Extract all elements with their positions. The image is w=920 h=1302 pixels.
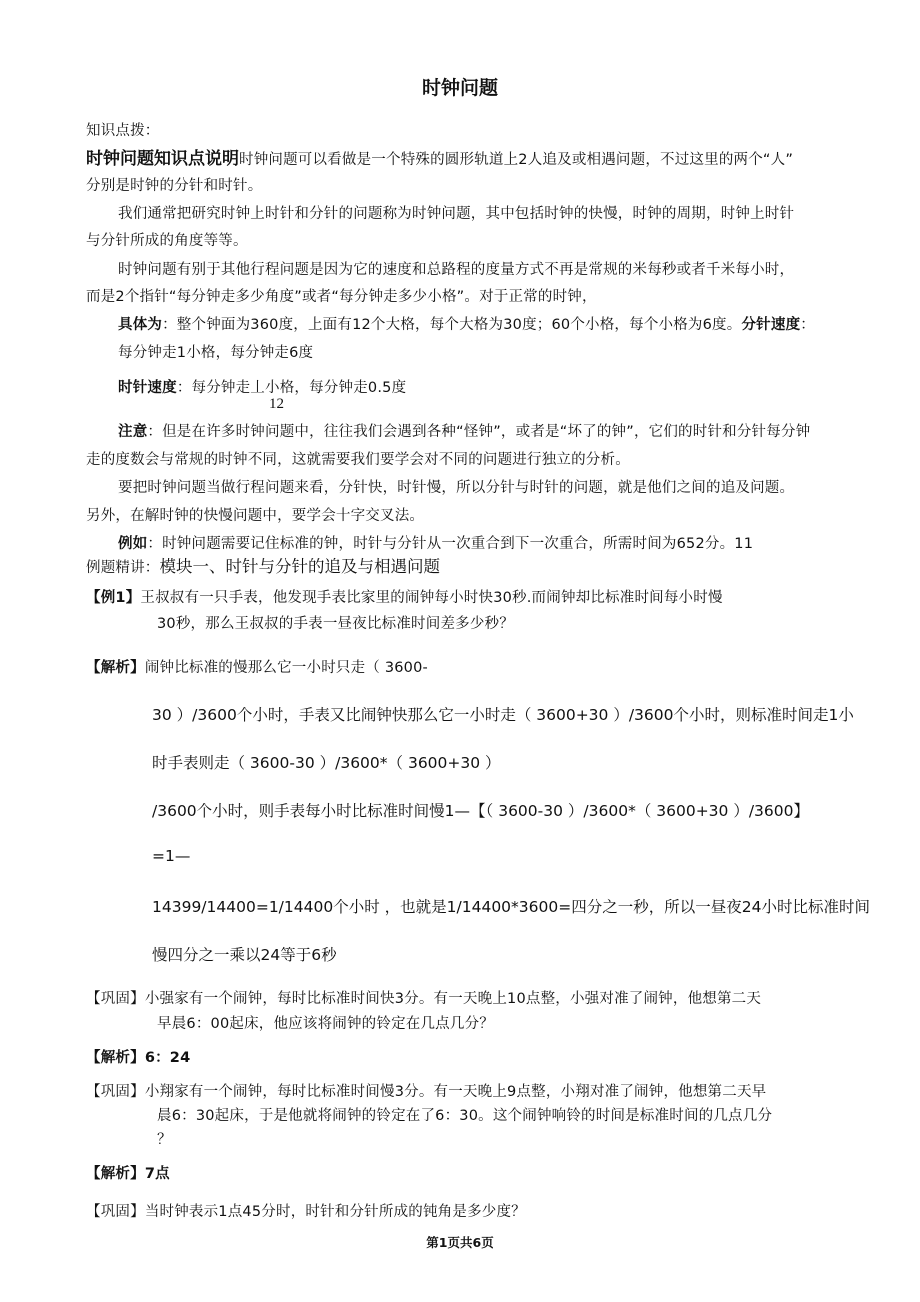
specific-line	[118, 313, 815, 334]
para3-line1: 时钟问题有别于其他行程问题是因为它的速度和总路程的度量方式不再是常规的米每秒或者千米每小时，	[118, 262, 795, 278]
practice1-line2: 早晨6：00起床，他应该将闹钟的铃定在几点几分？	[157, 1016, 494, 1032]
solution1-line3: 时手表则走（ 3600-30 ）/3600*（ 3600+30 ）	[152, 754, 501, 772]
para2-line1: 我们通常把研究时钟上时针和分针的问题称为时钟问题，其中包括时钟的快慢，时钟的周期，时钟上时针	[118, 206, 795, 222]
intro-heading: 时钟问题知识点说明	[86, 149, 239, 169]
specific-label: 具体为	[118, 317, 163, 333]
practice3-text: 当时钟表示1点45分时，时针和分针所成的钝角是多少度？	[144, 1204, 526, 1220]
practice3-line1	[86, 1200, 526, 1221]
practice2-line1	[86, 1080, 766, 1101]
hour-speed-line	[118, 376, 406, 397]
hour-speed-denominator: 12	[269, 396, 284, 412]
solution1-line2: 30 ）/3600个小时，手表又比闹钟快那么它一小时走（ 3600+30 ）/3600个小时，则标准时间走1小	[152, 706, 854, 724]
intro-line2: 分别是时钟的分针和时针。	[86, 178, 263, 194]
intro-text: 时钟问题可以看做是一个特殊的圆形轨道上2人追及或相遇问题，不过这里的两个“人”	[239, 152, 794, 168]
specific-text: ：整个钟面为360度，上面有12个大格，每个大格为30度；60个小格，每个小格为6度。	[162, 317, 742, 333]
answer2-value: 7点	[144, 1166, 170, 1182]
answer1-value: 6：24	[144, 1050, 191, 1066]
section-heading	[86, 553, 440, 577]
example1-text: 王叔叔有一只手表，他发现手表比家里的闹钟每小时快30秒.而闹钟却比标准时间每小时慢	[140, 590, 723, 606]
answer2-line	[86, 1162, 170, 1183]
practice1-tag: 【巩固】	[86, 991, 145, 1007]
solution1-line1	[86, 656, 428, 677]
practice2-text: 小翔家有一个闹钟，每时比标准时间慢3分。有一天晚上9点整，小翔对准了闹钟，他想第二天早	[144, 1084, 767, 1100]
para2-line2: 与分针所成的角度等等。	[86, 233, 248, 249]
practice1-text: 小强家有一个闹钟，每时比标准时间快3分。有一天晚上10点整，小强对准了闹钟，他想第二天	[144, 991, 762, 1007]
example1-tag: 【例1】	[86, 590, 141, 606]
answer1-tag: 【解析】	[86, 1050, 145, 1066]
note-line2: 走的度数会与常规的时钟不同，这就需要我们要学会对不同的问题进行独立的分析。	[86, 452, 630, 468]
note-label: 注意	[118, 424, 148, 440]
answer2-tag: 【解析】	[86, 1166, 145, 1182]
example-note-label: 例如	[118, 536, 148, 552]
example-note-text: ：时钟问题需要记住标准的钟，时针与分针从一次重合到下一次重合，所需时间为652分。11	[147, 536, 754, 552]
practice2-line2: 晨6：30起床，于是他就将闹钟的铃定在了6：30。这个闹钟响铃的时间是标准时间的几点几分	[157, 1108, 773, 1124]
hour-speed-text: ：每分钟走丄小格，每分钟走0.5度	[176, 380, 407, 396]
note-line1	[118, 420, 810, 441]
para3-line2: 而是2个指针“每分钟走多少角度”或者“每分钟走多少小格”。对于正常的时钟，	[86, 289, 597, 305]
knowledge-label: 知识点拨：	[86, 123, 160, 139]
solution1-tag: 【解析】	[86, 660, 145, 676]
solution1-line6: 14399/14400=1/14400个小时 ，也就是1/14400*3600=四分之一秒，所以一昼夜24小时比标准时间	[152, 898, 870, 916]
solution1-text: 闹钟比标准的慢那么它一小时只走（ 3600-	[144, 660, 428, 676]
section-title: 模块一、时针与分针的追及与相遇问题	[159, 557, 440, 576]
intro-paragraph	[86, 144, 793, 169]
practice2-tag: 【巩固】	[86, 1084, 145, 1100]
example1-line2: 30秒，那么王叔叔的手表一昼夜比标准时间差多少秒？	[157, 616, 514, 632]
para5-line2: 另外，在解时钟的快慢问题中，要学会十字交叉法。	[86, 508, 425, 524]
note-text: ：但是在许多时钟问题中，往往我们会遇到各种“怪钟”，或者是“坏了的钟”，它们的时针和分针每分钟	[147, 424, 811, 440]
minute-speed-line: 每分钟走1小格，每分钟走6度	[118, 345, 314, 361]
minute-speed-colon: ：	[800, 317, 815, 333]
minute-speed-label: 分针速度	[741, 317, 801, 333]
section-prefix: 例题精讲：	[86, 560, 160, 576]
example-note-line	[118, 532, 753, 553]
page-footer: 第1页共6页	[426, 1235, 494, 1250]
practice1-line1	[86, 987, 761, 1008]
solution1-line5: =1—	[152, 847, 191, 865]
solution1-line7: 慢四分之一乘以24等于6秒	[152, 946, 337, 964]
solution1-line4: /3600个小时，则手表每小时比标准时间慢1—【（ 3600-30 ）/3600*（ 3600+30 ）/3600】	[152, 802, 809, 820]
page-title: 时钟问题	[421, 77, 498, 99]
answer1-line	[86, 1046, 190, 1067]
practice3-tag: 【巩固】	[86, 1204, 145, 1220]
hour-speed-label: 时针速度	[118, 380, 177, 396]
para5-line1: 要把时钟问题当做行程问题来看，分针快，时针慢，所以分针与时针的问题，就是他们之间的追及问题。	[118, 480, 795, 496]
practice2-line3: ？	[157, 1132, 172, 1148]
example1-line1	[86, 586, 723, 607]
